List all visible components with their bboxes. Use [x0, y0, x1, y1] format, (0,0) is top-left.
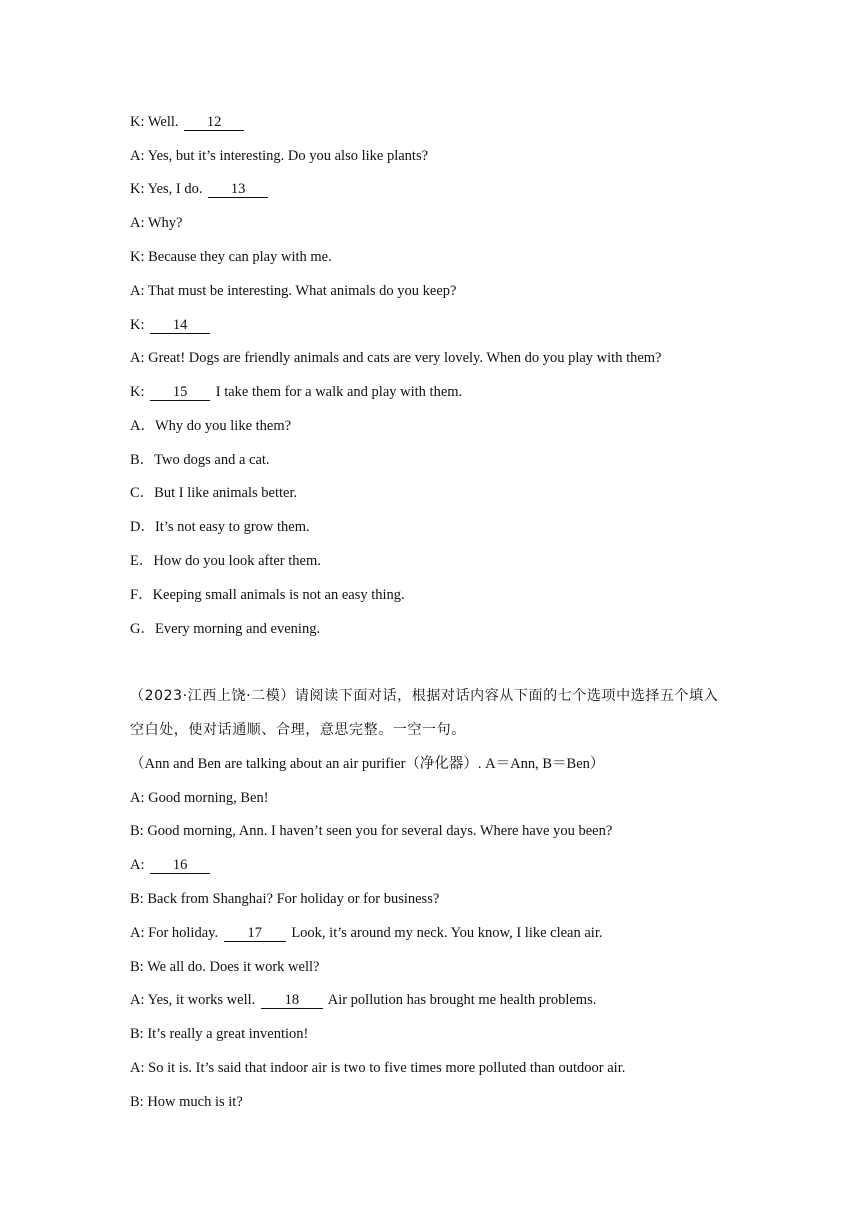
option-g: G．Every morning and evening.: [130, 621, 321, 637]
line-text: I take them for a walk and play with them.: [212, 384, 463, 400]
option-c: C．But I like animals better.: [130, 485, 298, 501]
dialogue-line: [130, 990, 596, 1010]
answer-blank-13: 13: [208, 182, 268, 198]
line-text: Look, it’s around my neck. You know, I like clean air.: [287, 925, 603, 941]
dialogue-line: B: It’s really a great invention!: [130, 1026, 309, 1042]
dialogue-line: [130, 112, 246, 132]
dialogue-line: B: We all do. Does it work well?: [130, 959, 320, 975]
dialogue-line: [130, 382, 462, 402]
line-text: K:: [130, 317, 149, 333]
instruction-line: 空白处，使对话通顺、合理，意思完整。一空一句。: [130, 722, 466, 738]
line-text: Air pollution has brought me health problems.: [324, 992, 597, 1008]
context-line: （Ann and Ben are talking about an air purifier（净化器）. A＝Ann, B＝Ben）: [130, 756, 605, 772]
line-text: A:: [130, 857, 149, 873]
dialogue-line: B: How much is it?: [130, 1094, 243, 1110]
dialogue-line: A: So it is. It’s said that indoor air is two to five times more polluted than outdoor air.: [130, 1060, 626, 1076]
dialogue-line: [130, 855, 212, 875]
instruction-line: （2023·江西上饶·二模）请阅读下面对话，根据对话内容从下面的七个选项中选择五个填入: [130, 688, 719, 704]
option-d: D．It’s not easy to grow them.: [130, 519, 310, 535]
dialogue-line: B: Back from Shanghai? For holiday or for business?: [130, 891, 440, 907]
dialogue-line: [130, 923, 603, 943]
dialogue-line: B: Good morning, Ann. I haven’t seen you for several days. Where have you been?: [130, 823, 613, 839]
answer-blank-18: 18: [261, 993, 323, 1009]
answer-blank-16: 16: [150, 858, 210, 874]
option-a: A．Why do you like them?: [130, 418, 292, 434]
option-e: E．How do you look after them.: [130, 553, 321, 569]
dialogue-line: A: Why?: [130, 215, 183, 231]
dialogue-line: A: Great! Dogs are friendly animals and cats are very lovely. When do you play with them?: [130, 350, 662, 366]
dialogue-line: A: That must be interesting. What animals do you keep?: [130, 283, 457, 299]
line-text: K: Yes, I do.: [130, 181, 207, 197]
dialogue-line: A: Good morning, Ben!: [130, 790, 269, 806]
dialogue-line: [130, 315, 212, 335]
option-b: B．Two dogs and a cat.: [130, 452, 270, 468]
answer-blank-14: 14: [150, 318, 210, 334]
answer-blank-15: 15: [150, 385, 210, 401]
line-text: K:: [130, 384, 149, 400]
dialogue-line: [130, 179, 270, 199]
dialogue-line: K: Because they can play with me.: [130, 249, 332, 265]
line-text: A: For holiday.: [130, 925, 222, 941]
answer-blank-17: 17: [224, 926, 286, 942]
line-text: K: Well.: [130, 114, 183, 130]
line-text: A: Yes, it works well.: [130, 992, 259, 1008]
option-f: F．Keeping small animals is not an easy thing.: [130, 587, 405, 603]
dialogue-line: A: Yes, but it’s interesting. Do you also like plants?: [130, 148, 429, 164]
answer-blank-12: 12: [184, 115, 244, 131]
